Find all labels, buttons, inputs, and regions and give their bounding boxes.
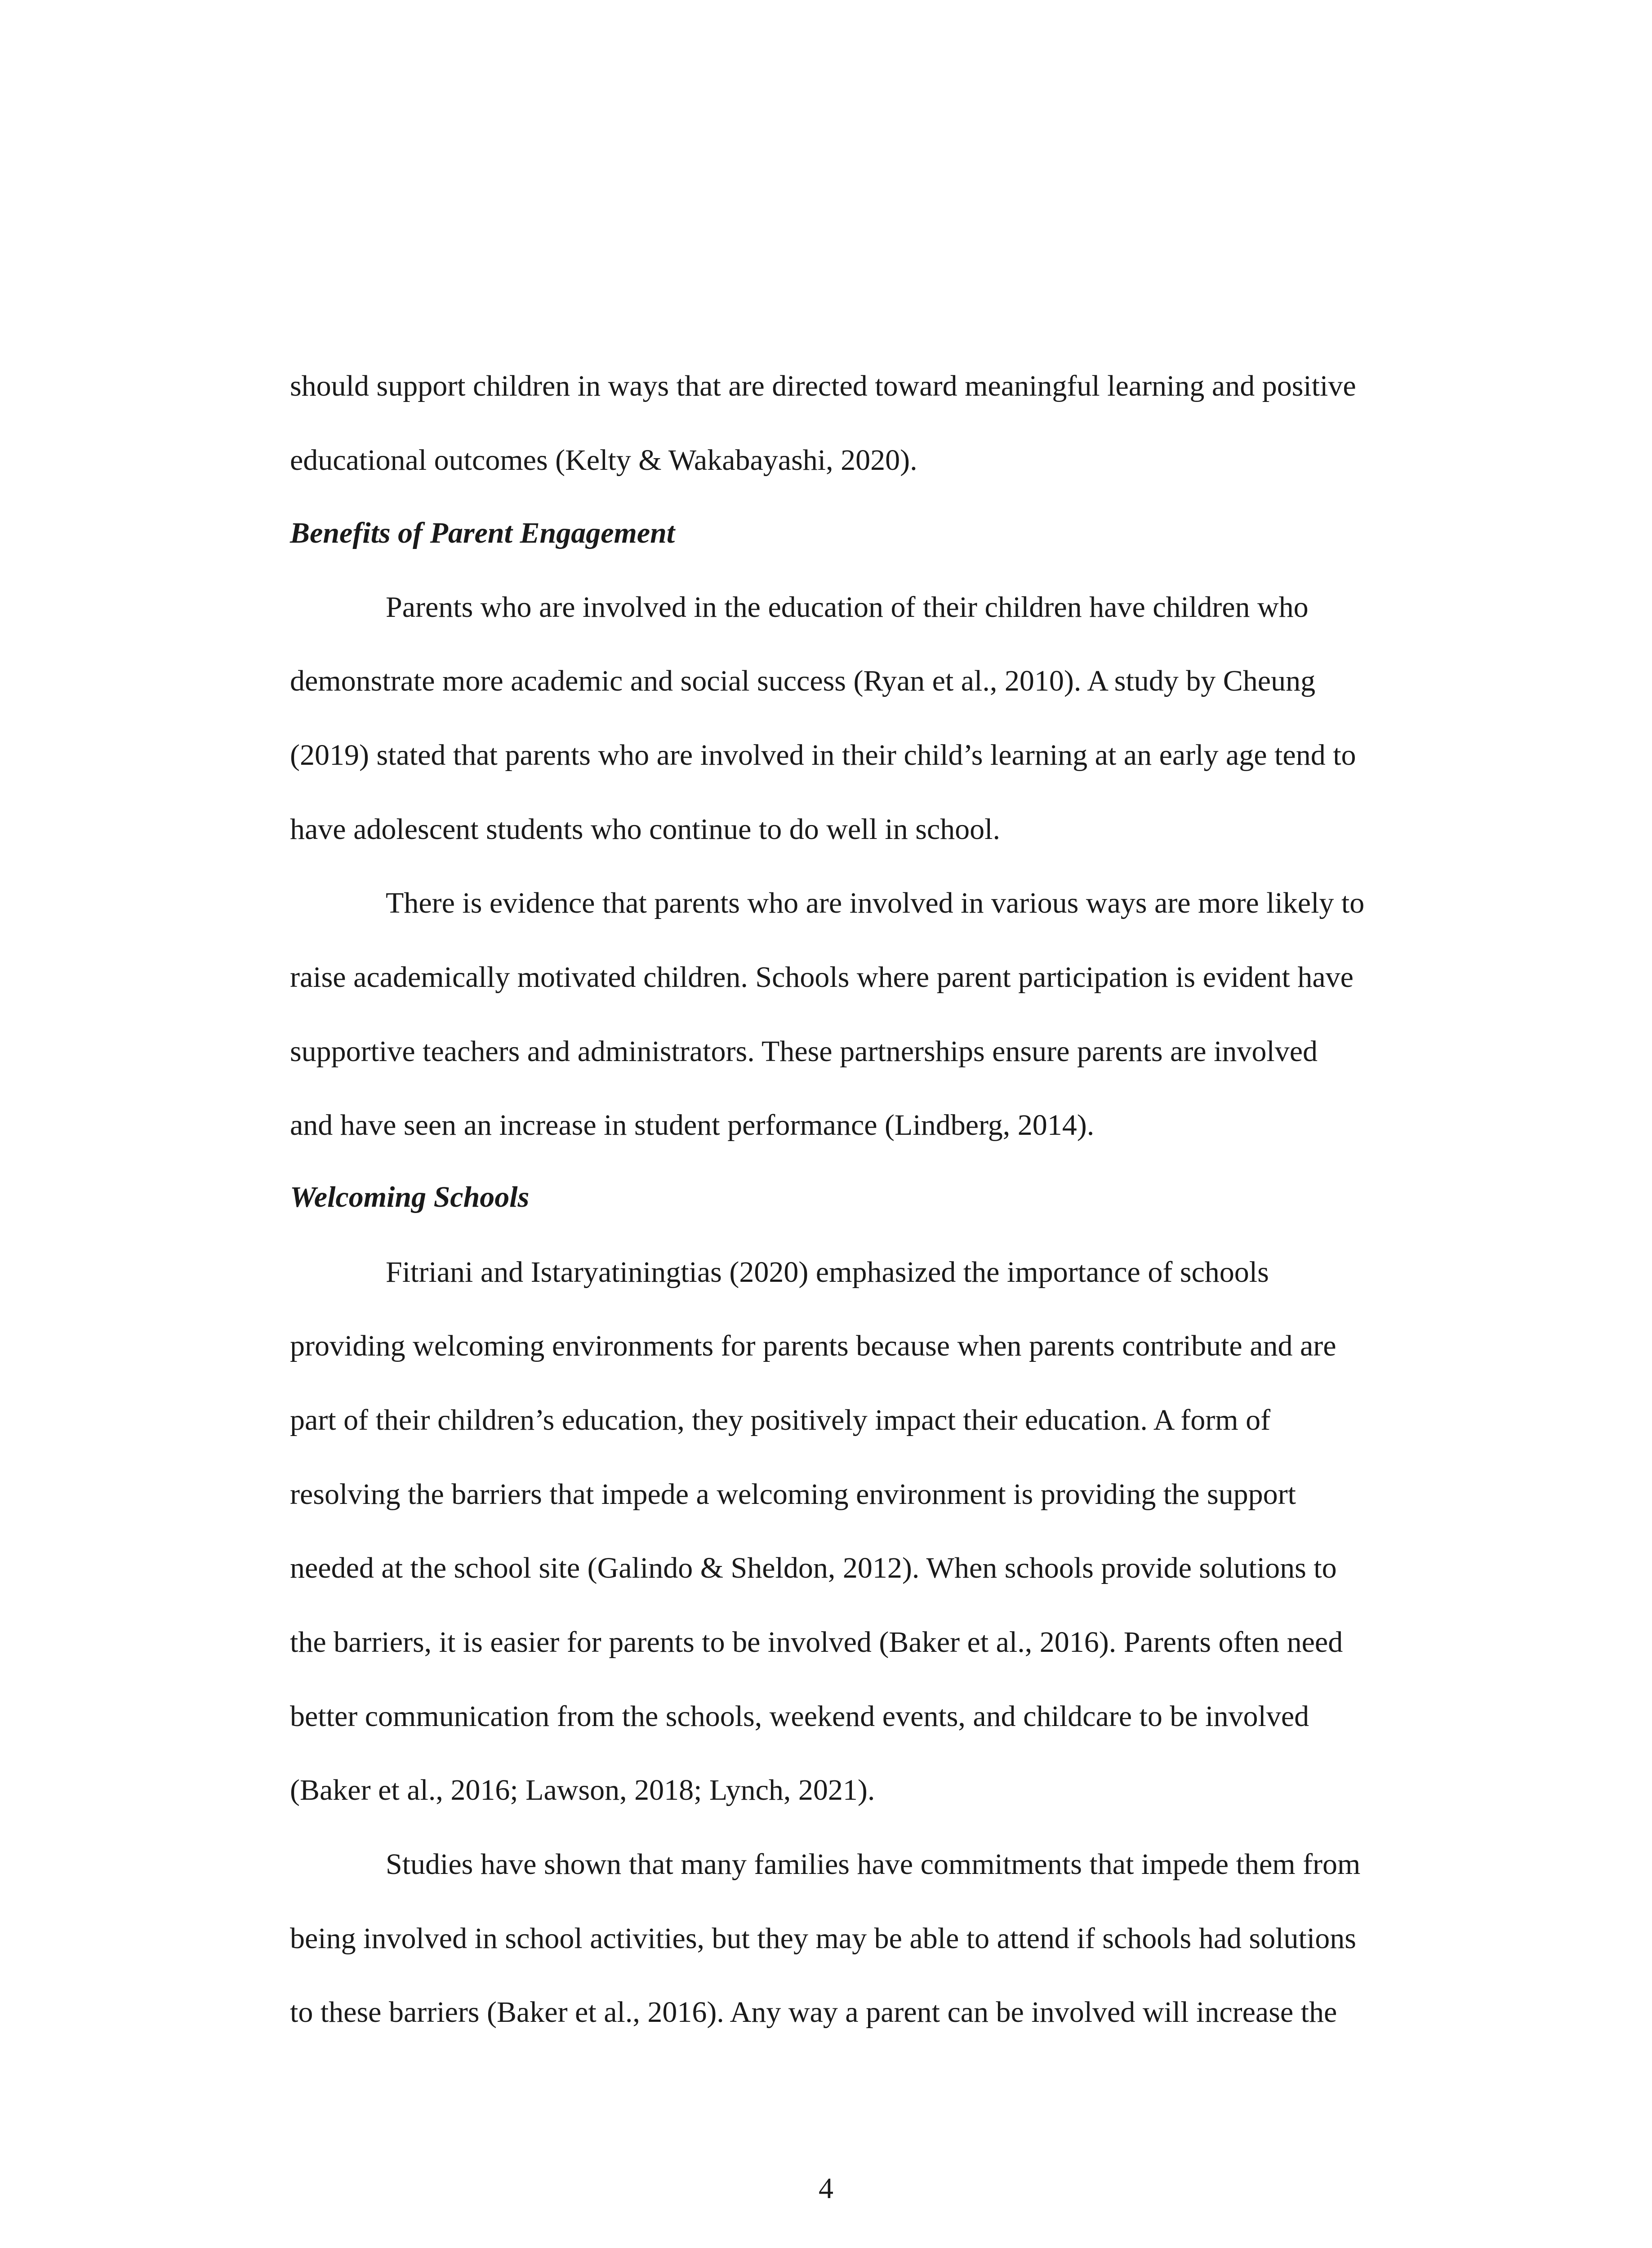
body-text-line: the barriers, it is easier for parents to be involved (Baker et al., 2016). Parents often need: [290, 1626, 1343, 1659]
body-text-line: providing welcoming environments for parents because when parents contribute and are: [290, 1329, 1336, 1362]
body-text-line: raise academically motivated children. Schools where parent participation is evident have: [290, 961, 1354, 994]
body-text-line: better communication from the schools, weekend events, and childcare to be involved: [290, 1700, 1309, 1733]
body-text-line: have adolescent students who continue to do well in school.: [290, 813, 1001, 846]
body-text-line: demonstrate more academic and social success (Ryan et al., 2010). A study by Cheung: [290, 665, 1316, 697]
paragraph-first-line: Studies have shown that many families have commitments that impede them from: [386, 1848, 1361, 1881]
body-text-line: to these barriers (Baker et al., 2016). Any way a parent can be involved will increase the: [290, 1996, 1337, 2029]
section-heading-welcoming: Welcoming Schools: [290, 1181, 530, 1213]
body-text-line: educational outcomes (Kelty & Wakabayashi, 2020).: [290, 444, 917, 477]
body-text-line: (Baker et al., 2016; Lawson, 2018; Lynch, 2021).: [290, 1774, 875, 1806]
body-text-line: needed at the school site (Galindo & Sheldon, 2012). When schools provide solutions to: [290, 1552, 1337, 1584]
body-text-line: being involved in school activities, but they may be able to attend if schools had solutions: [290, 1922, 1356, 1955]
paragraph-first-line: Parents who are involved in the education of their children have children who: [386, 591, 1309, 624]
section-heading-benefits: Benefits of Parent Engagement: [290, 517, 675, 549]
body-text-line: and have seen an increase in student performance (Lindberg, 2014).: [290, 1109, 1095, 1142]
body-text-line: part of their children’s education, they positively impact their education. A form of: [290, 1404, 1271, 1436]
body-text-line: resolving the barriers that impede a welcoming environment is providing the support: [290, 1478, 1296, 1511]
body-text-line: (2019) stated that parents who are involved in their child’s learning at an early age tend to: [290, 739, 1356, 772]
paragraph-first-line: There is evidence that parents who are involved in various ways are more likely to: [386, 887, 1365, 919]
paragraph-first-line: Fitriani and Istaryatiningtias (2020) emphasized the importance of schools: [386, 1256, 1269, 1289]
page-number: 4: [819, 2172, 833, 2205]
body-text-line: supportive teachers and administrators. These partnerships ensure parents are involved: [290, 1035, 1318, 1068]
body-text-line: should support children in ways that are directed toward meaningful learning and positive: [290, 370, 1356, 402]
